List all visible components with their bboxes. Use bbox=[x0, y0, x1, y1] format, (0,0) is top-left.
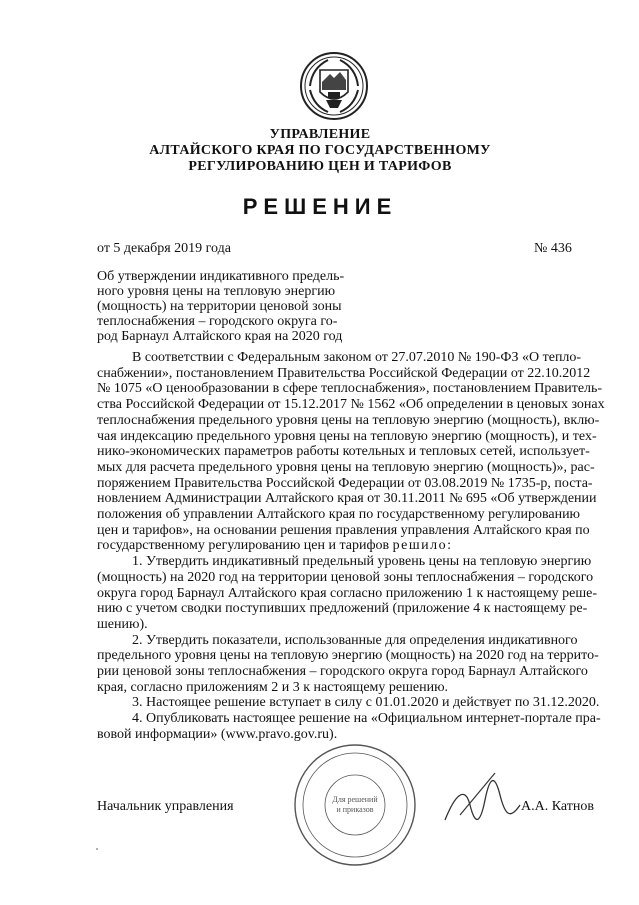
subject-line: Об утверждении индикативного предель- bbox=[97, 269, 345, 284]
altai-krai-coat-of-arms-icon bbox=[298, 50, 370, 122]
document-subject bbox=[97, 269, 349, 344]
agency-line: УПРАВЛЕНИЕ bbox=[269, 127, 371, 142]
preamble-line: положения об управлении Алтайского края по государственному регулированию bbox=[97, 507, 581, 523]
preamble-text: государственному регулированию цен и тарифов bbox=[97, 538, 390, 554]
preamble-line: ства Российской Федерации от 15.12.2017 № 1562 «Об определении в ценовых зонах bbox=[97, 397, 605, 413]
preamble-line: снабжении», постановлением Правительства Российской Федерации от 22.10.2012 bbox=[97, 365, 591, 381]
document-type-title: РЕШЕНИЕ bbox=[242, 194, 398, 219]
subject-line: теплоснабжения – городского округа го- bbox=[97, 314, 338, 329]
agency-name bbox=[100, 127, 540, 175]
document-body bbox=[97, 350, 605, 743]
item1-line: округа город Барнаул Алтайского края согласно приложению 1 к настоящему реше- bbox=[97, 585, 598, 601]
item1-line: шению). bbox=[97, 616, 148, 632]
document-date: от 5 декабря 2019 года bbox=[97, 241, 231, 256]
official-stamp-icon bbox=[290, 740, 420, 870]
signer-position: Начальник управления bbox=[97, 799, 234, 814]
preamble-line bbox=[97, 538, 597, 554]
item2-line: рии ценовой зоны теплоснабжения – городского округа город Барнаул Алтайского bbox=[97, 664, 588, 680]
agency-line: АЛТАЙСКОГО КРАЯ ПО ГОСУДАРСТВЕННОМУ bbox=[149, 143, 491, 158]
scan-speck bbox=[96, 848, 98, 850]
item1-line: (мощность) на 2020 год на территории ценовой зоны теплоснабжения – городского bbox=[97, 569, 594, 585]
signer-name: А.А. Катнов bbox=[521, 799, 594, 814]
decided-word: решило: bbox=[392, 538, 453, 554]
document-number: № 436 bbox=[534, 241, 572, 256]
subject-line: ного уровня цены на тепловую энергию bbox=[97, 284, 336, 299]
preamble-line: № 1075 «О ценообразовании в сфере теплоснабжения», постановлением Правитель- bbox=[97, 381, 603, 397]
item2-line: 2. Утвердить показатели, использованные для определения индикативного bbox=[132, 632, 578, 648]
svg-text:и приказов: и приказов bbox=[336, 805, 374, 814]
item2-line: предельного уровня цены на тепловую энергию (мощность) на 2020 год на террито- bbox=[97, 648, 599, 664]
preamble-line: В соответствии с Федеральным законом от 27.07.2010 № 190-ФЗ «О тепло- bbox=[132, 350, 582, 365]
preamble-line: теплоснабжения предельного уровня цены на тепловую энергию (мощность), вклю- bbox=[97, 412, 600, 428]
preamble-line: цен и тарифов», на основании решения правления управления Алтайского края по bbox=[97, 522, 590, 538]
item4-line: 4. Опубликовать настоящее решение на «Официальном интернет-портале пра- bbox=[132, 711, 601, 727]
item3-line: 3. Настоящее решение вступает в силу с 01.01.2020 и действует по 31.12.2020. bbox=[132, 695, 600, 711]
item2-line: края, согласно приложениям 2 и 3 к настоящему решению. bbox=[97, 679, 449, 695]
preamble-line: мых для расчета предельного уровня цены на тепловую энергию (мощность)», рас- bbox=[97, 459, 595, 475]
preamble-line: поряжением Правительства Российской Федерации от 03.08.2019 № 1735-р, поста- bbox=[97, 475, 593, 491]
preamble-line: новлением Администрации Алтайского края от 30.11.2011 № 695 «Об утверждении bbox=[97, 491, 597, 507]
subject-line: род Барнаул Алтайского края на 2020 год bbox=[97, 329, 343, 344]
item4-line: вовой информации» (www.pravo.gov.ru). bbox=[97, 726, 338, 742]
preamble-line: чая индексацию предельного уровня цены на тепловую энергию (мощность), и тех- bbox=[97, 428, 597, 444]
item1-line: нию с учетом сводки поступивших предложений (приложение 4 к настоящему ре- bbox=[97, 601, 588, 617]
agency-line: РЕГУЛИРОВАНИЮ ЦЕН И ТАРИФОВ bbox=[188, 159, 452, 174]
subject-line: (мощность) на территории ценовой зоны bbox=[97, 299, 342, 314]
handwritten-signature-icon bbox=[425, 765, 535, 835]
svg-text:Для решений: Для решений bbox=[332, 795, 378, 804]
preamble-line: нико-экономических параметров работы котельных и тепловых сетей, использует- bbox=[97, 444, 590, 460]
item1-line: 1. Утвердить индикативный предельный уровень цены на тепловую энергию bbox=[132, 554, 592, 570]
